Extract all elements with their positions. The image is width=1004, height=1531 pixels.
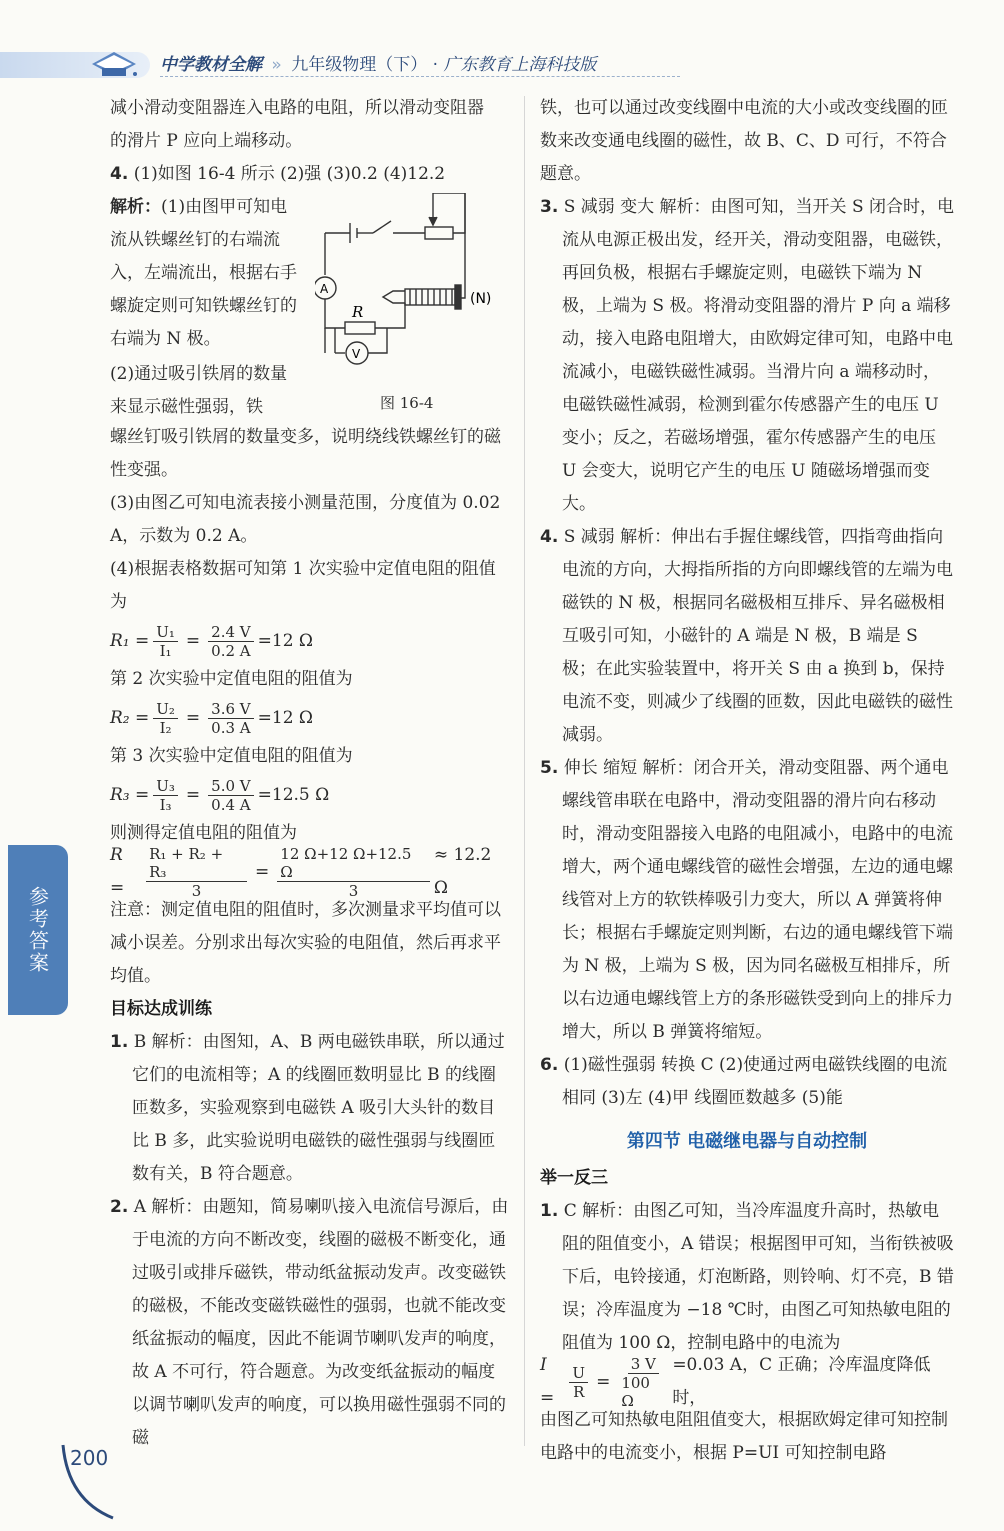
- header-title: [160, 50, 596, 75]
- q4-analysis-a: 解析：(1)由图甲可知电流从铁螺丝钉的右端流入，左端流出，根据右手螺旋定则可知铁螺丝钉的右端为 N 极。 (2)通过吸引铁屑的数量来显示磁性强弱，铁: [110, 191, 300, 424]
- section-heading-training: 目标达成训练: [110, 999, 212, 1019]
- question-4-right: 4. S 减弱 解析：伸出右手握住螺线管，四指弯曲指向电流的方向，大拇指所指的方向即螺线管的左端为电磁铁的 N 极，根据同名磁极相互排斥、异名磁极相互吸引可知，小磁针的 A 端是 N 极，B 端是 S 极；在此实验装置中，将开关 S 由 a 换到 b，保持电流不变，则减少了线圈的匝数，因此电磁铁的磁性减弱。: [540, 527, 953, 745]
- side-tab-answers: 参考答案: [8, 845, 68, 1015]
- voltmeter-label: V: [352, 347, 361, 361]
- page-number: 200: [70, 1446, 109, 1470]
- q4-analysis-d: (4)根据表格数据可知第 1 次实验中定值电阻的阻值为: [110, 559, 496, 612]
- column-divider: [524, 96, 525, 1446]
- formula-r2: R₂ = $\frac{\text{U₂}}{\text{I₂}}$ = $\frac{3.6 V}{0.3 A}$ =12 Ω: [110, 699, 314, 737]
- left-line-2: 的滑片 P 应向上端移动。: [110, 131, 303, 151]
- example-q1: 1. C 解析：由图乙可知，当冷库温度升高时，热敏电阻的阻值变小，A 错误；根据图甲可知，当衔铁被吸下后，电铃接通，灯泡断路，则铃响、灯不亮，B 错误；冷库温度为 −18 ℃时，由图乙可知热敏电阻的阻值为 100 Ω，控制电路中的电流为: [540, 1201, 954, 1353]
- q4-analysis-b: (2)通过吸引铁屑的数量来显示磁性强弱，铁: [110, 364, 288, 417]
- training-q2: 2. A 解析：由题知，简易喇叭接入电流信号源后，由于电流的方向不断改变，线圈的磁极不断变化，通过吸引或排斥磁铁，带动纸盆振动发声。改变磁铁的磁极，不能改变磁铁磁性的强弱，也就不能改变纸盆振动的幅度，因此不能调节喇叭发声的响度，故 A 不可行，符合题意。为改变纸盆振动的幅度以调节喇叭发声的响度，可以换用磁性强弱不同的磁: [110, 1197, 509, 1448]
- ammeter-label: A: [320, 282, 329, 296]
- q4-analysis-b2: 螺丝钉吸引铁屑的数量变多，说明绕线铁螺丝钉的磁性变强。: [110, 427, 501, 480]
- book-logo-icon: [88, 42, 140, 82]
- question-3: 3. S 减弱 变大 解析：由图可知，当开关 S 闭合时，电流从电源正极出发，经开关，滑动变阻器，电磁铁，再回负极，根据右手螺旋定则，电磁铁下端为 N 极，上端为 S 极。将滑动变阻器的滑片 P 向 a 端移动，接入电路电阻增大，由欧姆定律可知，电路中电流减小，电磁铁磁性减弱。当滑片向 a 端移动时，电磁铁磁性减弱，检测到霍尔传感器产生的电压 U 变小；反之，若磁场增强，霍尔传感器产生的电压 U 会变大，说明它产生的电压 U 随磁场增强而变大。: [540, 197, 955, 514]
- question-6: 6. (1)磁性强弱 转换 C (2)使通过两电磁铁线圈的电流相同 (3)左 (4)甲 线圈匝数越多 (5)能: [540, 1055, 948, 1108]
- formula-r1: R₁ = $\frac{\text{U₁}}{\text{I₁}}$ = $\frac{2.4 V}{0.2 A}$ =12 Ω: [110, 622, 314, 660]
- question-4: 4. (1)如图 16-4 所示 (2)强 (3)0.2 (4)12.2: [110, 164, 446, 184]
- book-name: 中学教材全解: [160, 55, 262, 75]
- subsection-heading: 举一反三: [540, 1168, 608, 1188]
- grade-name: 九年级物理（下）: [291, 55, 428, 75]
- q4-answer: (1)如图 16-4 所示 (2)强 (3)0.2 (4)12.2: [133, 164, 446, 184]
- trial-3-text: 第 3 次实验中定值电阻的阻值为: [110, 746, 353, 766]
- resistor-label: R: [352, 303, 364, 321]
- left-line-1: 减小滑动变阻器连入电路的电阻，所以滑动变阻器: [110, 98, 484, 118]
- circuit-block: [110, 191, 510, 421]
- training-q1: 1. B 解析：由图知，A、B 两电磁铁串联，所以通过它们的电流相等；A 的线圈匝数明显比 B 的线圈匝数多，实验观察到电磁铁 A 吸引大头针的数目比 B 多，此实验说明电磁铁的磁性强弱与线圈匝数有关，B 符合题意。: [110, 1032, 505, 1184]
- header-divider: [160, 76, 680, 77]
- formula-current: I = $\frac{U}{R}$ = $\frac{3 V}{100 \Omega}$ =0.03 A，C 正确；冷库温度降低时，: [540, 1354, 931, 1410]
- question-5: 5. 伸长 缩短 解析：闭合开关，滑动变阻器、两个通电螺线管串联在电路中，滑动变阻器的滑片向右移动时，滑动变阻器接入电路的电阻减小，电路中的电流增大，两个通电螺线管的磁性会增强，左边的通电螺线管对上方的软铁棒吸引力变大，所以 A 弹簧将伸长；根据右手螺旋定则判断，右边的通电螺线管下端为 N 极，上端为 S 极，因为同名磁极互相排斥，所以右边通电螺线管上方的条形磁铁受到向上的排斥力增大，所以 B 弹簧将缩短。: [540, 758, 953, 1042]
- north-pole-label: (N): [470, 291, 492, 307]
- trial-2-text: 第 2 次实验中定值电阻的阻值为: [110, 669, 353, 689]
- right-column: [540, 92, 954, 1470]
- example-q1-cont: 由图乙可知热敏电阻阻值变大，根据欧姆定律可知控制电路中的电流变小，根据 P=UI 可知控制电路: [540, 1410, 948, 1463]
- note-text: 注意：测定值电阻的阻值时，多次测量求平均值可以减小误差。分别求出每次实验的电阻值，然后再求平均值。: [110, 900, 501, 986]
- section-title: 第四节 电磁继电器与自动控制: [626, 1131, 868, 1152]
- arrow-right-icon: »: [271, 55, 282, 75]
- q4-analysis-c: (3)由图乙可知电流表接小测量范围，分度值为 0.02 A，示数为 0.2 A。: [110, 493, 501, 546]
- right-line-1: 铁，也可以通过改变线圈中电流的大小或改变线圈的匝数来改变通电线圈的磁性，故 B、C、D 可行，不符合题意。: [540, 98, 948, 184]
- circuit-diagram: [315, 193, 515, 383]
- left-column: [110, 92, 510, 1455]
- figure-caption: 图 16-4: [380, 394, 434, 412]
- formula-r3: R₃ = $\frac{\text{U₃}}{\text{I₃}}$ = $\frac{5.0 V}{0.4 A}$ =12.5 Ω: [110, 776, 330, 814]
- header-dot: ·: [432, 55, 439, 75]
- publisher-name: 广东教育上海科技版: [443, 55, 597, 75]
- average-text: 则测得定值电阻的阻值为: [110, 823, 297, 843]
- formula-average: R = $\frac{\text{R₁ + R₂ + R₃}}{3}$ = $\frac{12 \Omega+12 \Omega+12.5 \Omega}{3}$ ≈ 12.2 Ω: [110, 844, 492, 900]
